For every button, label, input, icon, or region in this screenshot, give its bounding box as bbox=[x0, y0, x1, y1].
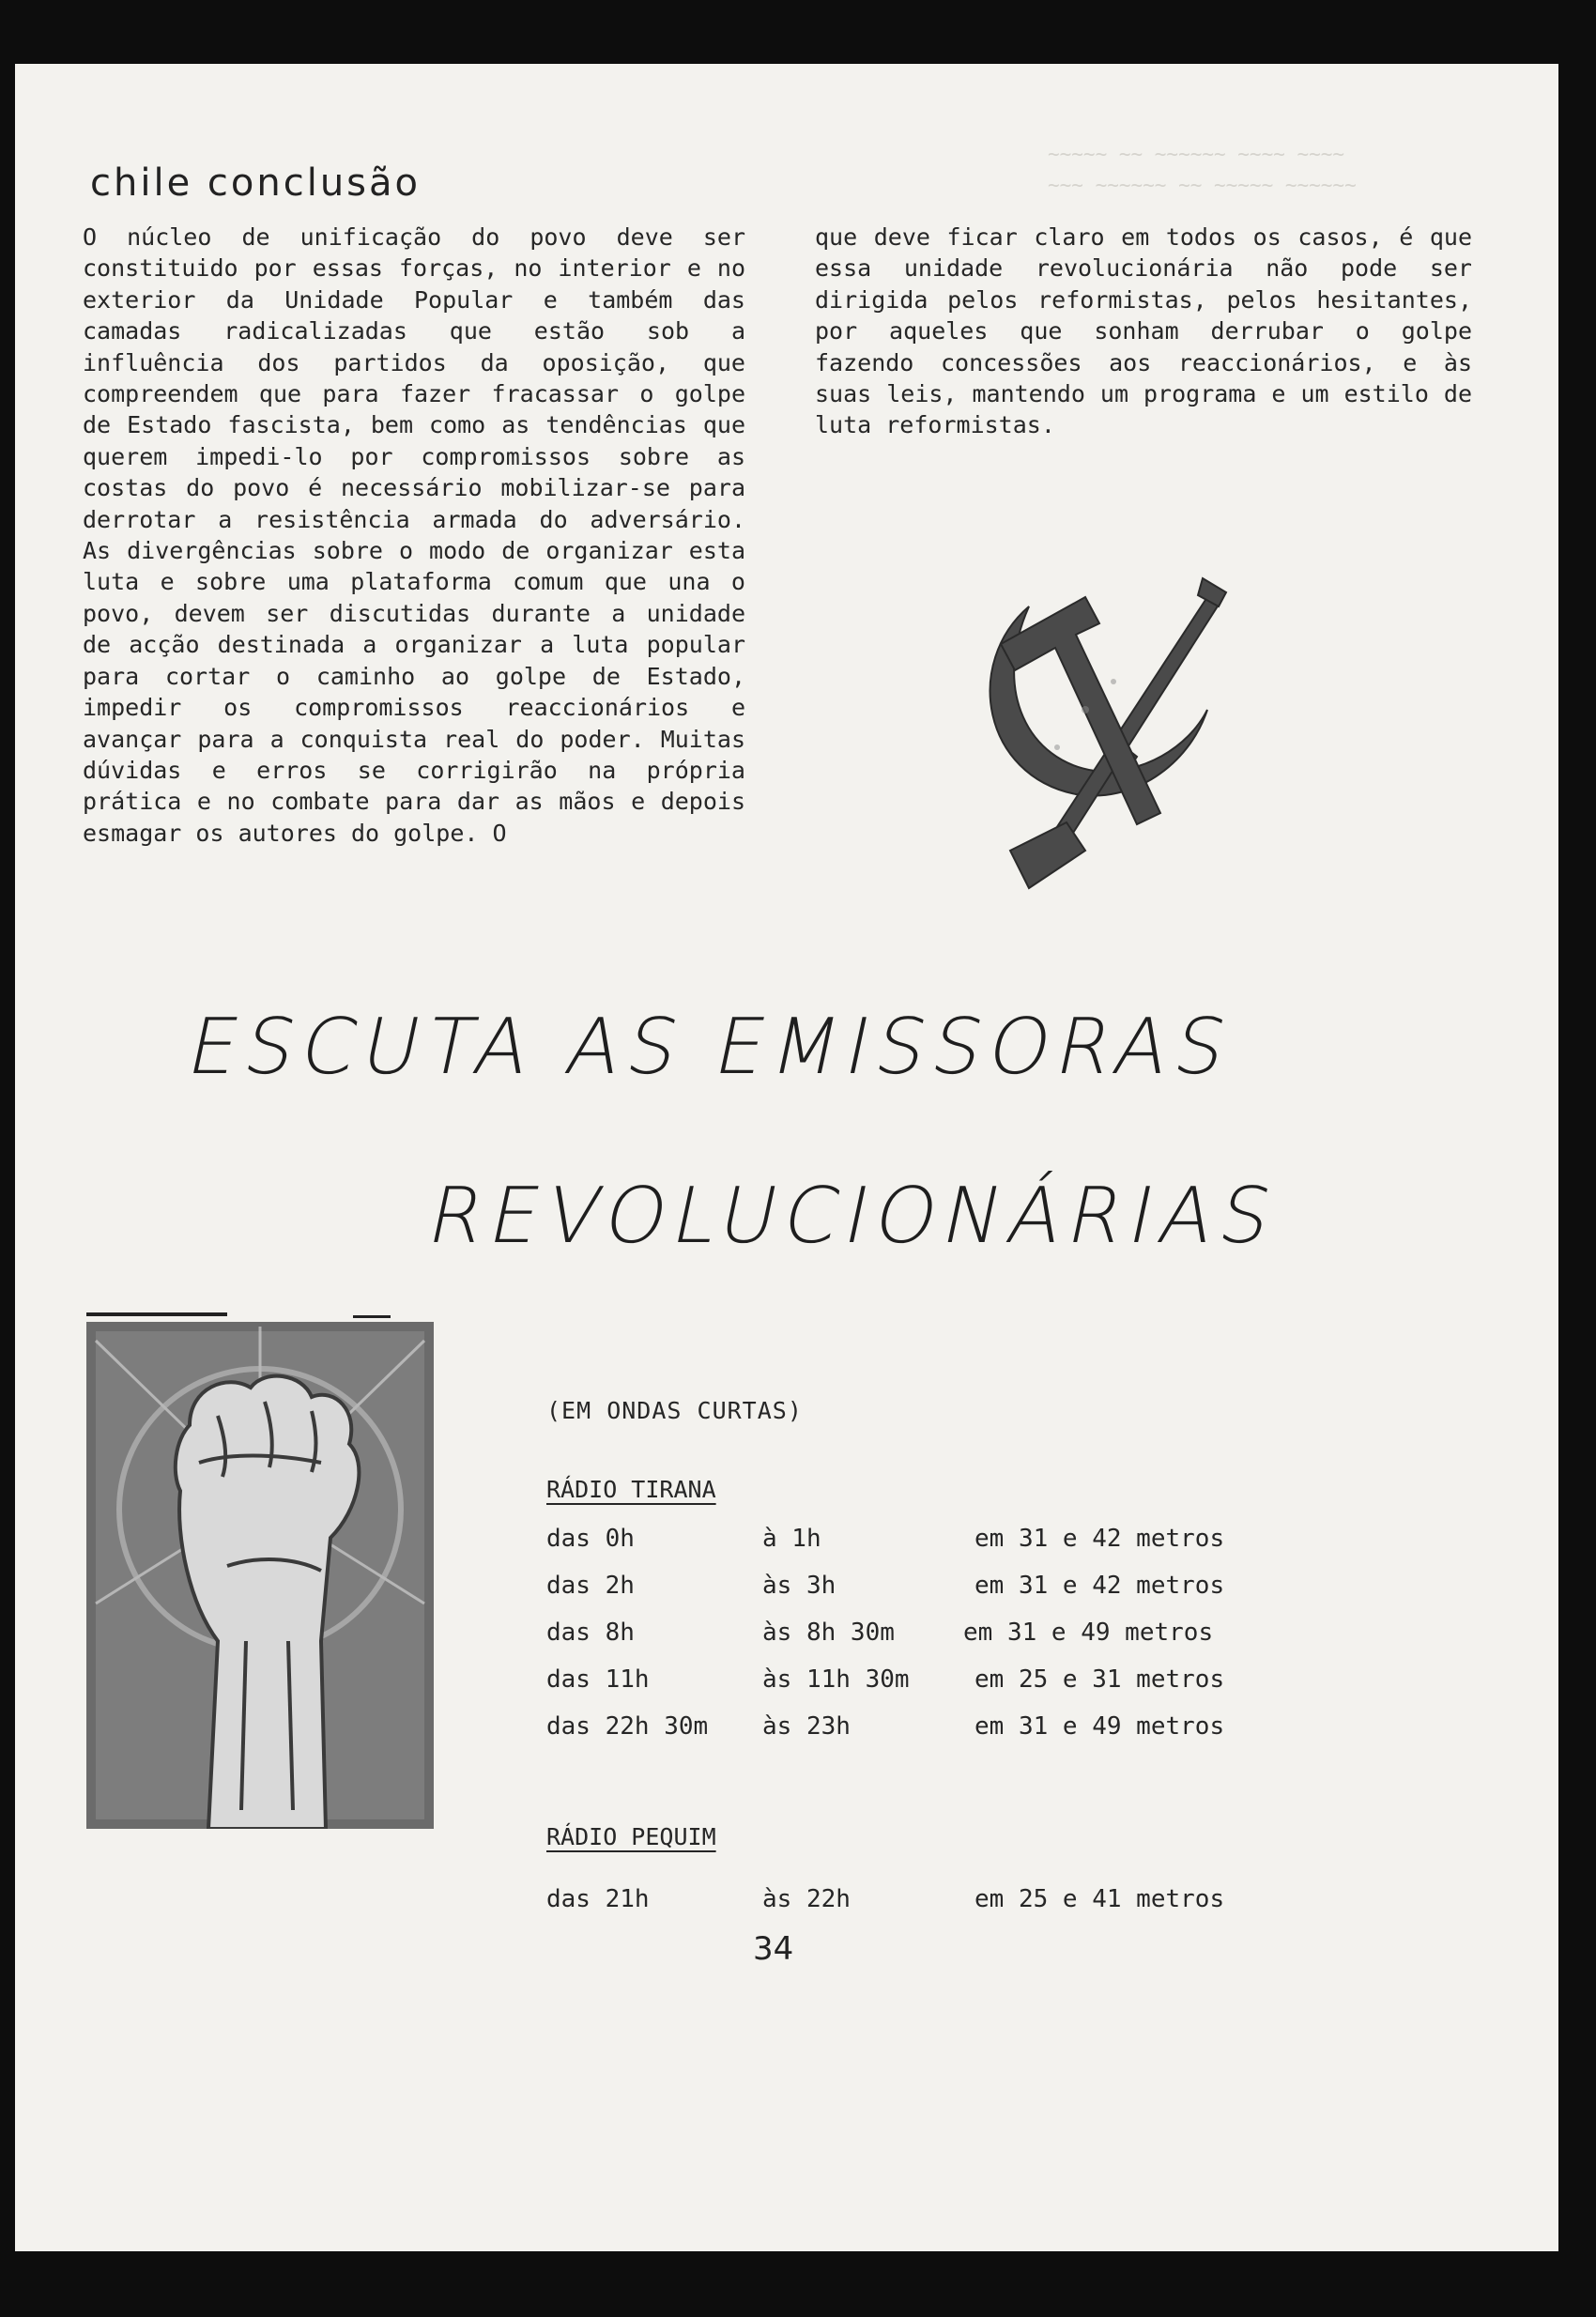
schedule-band: em 31 e 49 metros bbox=[974, 1712, 1225, 1741]
page-number: 34 bbox=[753, 1930, 794, 1968]
article-left-column: O núcleo de unificação do povo deve ser constituido por essas forças, no interior e no exterior da Unidade Popular e também das camadas radicalizadas que estão sob a influência dos partidos da oposição, que compreendem que para fazer fracassar o golpe de Estado fascista, bem como as tendências que querem impedi-lo por compromissos sobre as costas do povo é necessário mobilizar-se para derrotar a resistência armada do adversário. As divergências sobre o modo de organizar esta luta e sobre uma plataforma comum que una o povo, devem ser discutidas durante a unidade de acção destinada a organizar a luta popular para cortar o caminho ao golpe de Estado, impedir os compromissos reaccionários e avançar para a conquista real do poder. Muitas dúvidas e erros se corrigirão na própria prática e no combate para dar as mãos e depois esmagar os autores do golpe. O bbox=[83, 223, 745, 847]
schedule-row bbox=[546, 1572, 1297, 1603]
schedule-row bbox=[546, 1665, 1297, 1697]
schedule-to: às 3h bbox=[762, 1572, 836, 1600]
schedule-to: às 23h bbox=[762, 1712, 851, 1741]
schedule-row bbox=[546, 1885, 1297, 1917]
schedule-from: das 11h bbox=[546, 1665, 650, 1694]
raised-fist-icon bbox=[86, 1322, 434, 1829]
article-heading: chile conclusão bbox=[90, 161, 421, 205]
schedule-band: em 31 e 42 metros bbox=[974, 1572, 1225, 1600]
schedule-to: às 11h 30m bbox=[762, 1665, 910, 1694]
schedule-from: das 8h bbox=[546, 1619, 635, 1647]
schedule-band: em 25 e 41 metros bbox=[974, 1885, 1225, 1913]
schedule-to: à 1h bbox=[762, 1525, 821, 1553]
schedule-to: às 8h 30m bbox=[762, 1619, 895, 1647]
article-right-column: que deve ficar claro em todos os casos, é que essa unidade revolucionária não pode ser dirigida pelos reformistas, pelos hesitantes, por aqueles que sonham derrubar o golpe fazendo concessões aos reaccionários, e às suas leis, mantendo um programa e um estilo de luta reformistas. bbox=[815, 223, 1472, 439]
schedule-from: das 2h bbox=[546, 1572, 635, 1600]
bleed-through-texture: ~~~~~ ~~ ~~~~~~ ~~~~ ~~~~ ~~~ ~~~~~~ ~~ ~~~~~ ~~~~~~ bbox=[1048, 143, 1357, 196]
schedule-band: em 25 e 31 metros bbox=[974, 1665, 1225, 1694]
schedule-row bbox=[546, 1619, 1297, 1650]
wave-note: (EM ONDAS CURTAS) bbox=[546, 1397, 803, 1424]
banner-title-line1: ESCUTA AS EMISSORAS bbox=[179, 1003, 1242, 1092]
schedule-band: em 31 e 42 metros bbox=[974, 1525, 1225, 1553]
divider-mark bbox=[353, 1315, 391, 1318]
banner-title-line2: REVOLUCIONÁRIAS bbox=[420, 1172, 1287, 1261]
schedule-row bbox=[546, 1525, 1297, 1557]
schedule-to: às 22h bbox=[762, 1885, 851, 1913]
divider-mark bbox=[86, 1312, 227, 1316]
schedule-from: das 0h bbox=[546, 1525, 635, 1553]
document-page bbox=[15, 64, 1558, 2251]
hammer-sickle-rifle-emblem bbox=[973, 541, 1254, 916]
schedule-from: das 22h 30m bbox=[546, 1712, 709, 1741]
schedule-from: das 21h bbox=[546, 1885, 650, 1913]
schedule-row bbox=[546, 1712, 1297, 1744]
station-name-pequim: RÁDIO PEQUIM bbox=[546, 1823, 716, 1850]
station-name-tirana: RÁDIO TIRANA bbox=[546, 1476, 716, 1503]
schedule-band: em 31 e 49 metros bbox=[963, 1619, 1214, 1647]
